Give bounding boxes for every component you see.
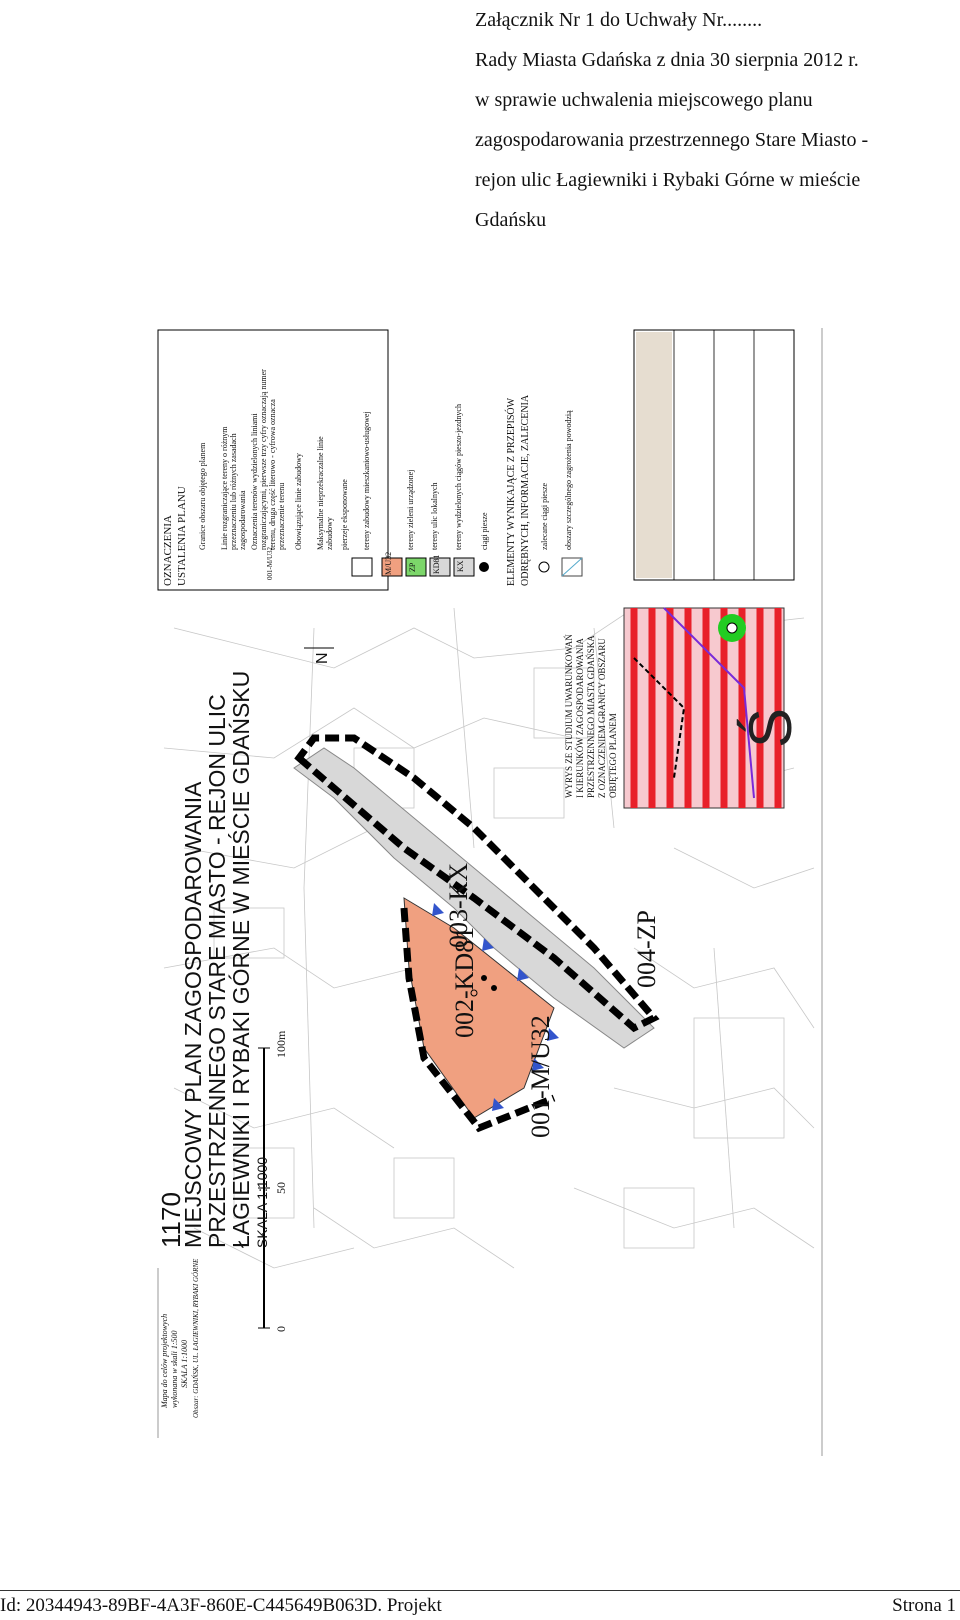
scale-tick-0: 0 <box>274 1326 288 1332</box>
legend-section2-1: ELEMENTY WYNIKAJĄCE Z PRZEPISÓW <box>506 397 517 586</box>
plan-title-line-1: MIEJSCOWY PLAN ZAGOSPODAROWANIA <box>180 781 206 1248</box>
legend-item-3: Obowiązujące linie zabudowy <box>294 453 303 550</box>
study-caption-2: I KIERUNKÓW ZAGOSPODAROWANIA <box>575 638 585 798</box>
page-footer <box>0 1590 960 1620</box>
legend-item-7: tereny zieleni urządzonej <box>406 469 415 550</box>
zone-label-001: 001-M/U32 <box>526 1015 555 1138</box>
page-number: Strona 1 <box>892 1595 956 1616</box>
legend-title-2: USTALENIA PLANU <box>176 486 188 586</box>
legend-item-9: tereny wydzielonych ciągów pieszo-jezdnych <box>454 404 463 550</box>
left-note-3: SKALA 1:1000 <box>180 1339 189 1388</box>
plan-number: 1170 <box>156 1192 186 1248</box>
legend-code-kd: KD81 <box>432 554 441 574</box>
legend-item-10: ciągi piesze <box>480 512 489 550</box>
document-id: Id: 20344943-89BF-4A3F-860E-C445649B063D. Projekt <box>0 1595 442 1616</box>
plan-title-line-3: ŁAGIEWNIKI I RYBAKI GÓRNE W MIEŚCIE GDAŃSKU <box>228 670 254 1248</box>
legend-item-0: Granice obszaru objętego planem <box>198 442 207 550</box>
plan-map-sheet <box>154 328 824 1456</box>
study-letter: Ś <box>737 707 804 748</box>
header-line-3: w sprawie uchwalenia miejscowego planu <box>475 89 813 111</box>
legend-items2-1: obszary szczególnego zagrożenia powodzią <box>564 410 573 550</box>
legend-code-001: 001-M/U32 <box>266 546 274 580</box>
header-line-1: Załącznik Nr 1 do Uchwały Nr........ <box>475 9 763 31</box>
legend-item-5: pierzeje eksponowane <box>340 479 349 550</box>
study-caption-1: WYRYS ZE STUDIUM UWARUNKOWAŃ <box>564 634 574 798</box>
header-line-4: zagospodarowania przestrzennego Stare Miasto - <box>475 129 869 151</box>
header-line-5: rejon ulic Łagiewniki i Rybaki Górne w mieście <box>475 169 861 191</box>
legend-item-6: tereny zabudowy mieszkaniowo-usługowej <box>362 411 371 550</box>
legend-section2-2: ODRĘBNYCH, INFORMACJE, ZALECENIA <box>520 394 531 586</box>
legend-item-8: tereny ulic lokalnych <box>430 482 439 550</box>
legend-item-1: Linie rozgraniczające tereny o różnym przeznaczeniu lub różnych zasadach zagospodarowania <box>220 426 247 550</box>
attachment-header <box>475 0 945 240</box>
legend-code-kx: KX <box>456 560 465 572</box>
scale-tick-100: 100m <box>274 1030 288 1058</box>
plan-title-line-2: PRZESTRZENNEGO STARE MIASTO - REJON ULIC <box>204 694 230 1248</box>
scale-label: SKALA 1:1000 <box>254 1156 270 1248</box>
scale-tick-50: 50 <box>274 1182 288 1194</box>
study-caption-5: OBJĘTEGO PLANEM <box>608 713 618 798</box>
legend-item-4: Maksymalne nieprzekraczalne linie zabudowy <box>316 436 334 550</box>
header-line-2: Rady Miasta Gdańska z dnia 30 sierpnia 2012 r. <box>475 49 859 71</box>
legend-code-mu: M/U32 <box>384 551 393 575</box>
header-line-6: Gdańsku <box>475 209 547 231</box>
left-note-2: wykonana w skali 1:500 <box>170 1330 179 1408</box>
zone-label-003: 003-KX <box>444 862 473 948</box>
study-caption-3: PRZESTRZENNEGO MIASTA GDAŃSKA <box>586 635 596 798</box>
legend-items2-0: zalecane ciągi piesze <box>540 482 549 550</box>
left-note-1: Mapa do celów projektowych <box>160 1313 169 1408</box>
north-label: N <box>314 652 331 664</box>
left-note-4: Obszar: GDAŃSK, UL. ŁAGIEWNIKI, RYBAKI GÓRNE <box>192 1258 200 1418</box>
study-caption-4: Z OZNACZENIEM GRANICY OBSZARU <box>597 638 607 798</box>
zone-label-004: 004-ZP <box>632 910 661 988</box>
legend-title-1: OZNACZENIA <box>162 515 174 586</box>
legend-item-2: Oznaczenia terenów wydzielonych liniami rozgraniczającymi, pierwsze trzy cyfry oznaczają numer terenu, druga część literowo - cyfrowa oznacza przeznaczenie terenu <box>250 369 286 550</box>
legend-code-zp: ZP <box>408 562 417 572</box>
zone-label-002: 002-KD81 <box>450 926 479 1038</box>
